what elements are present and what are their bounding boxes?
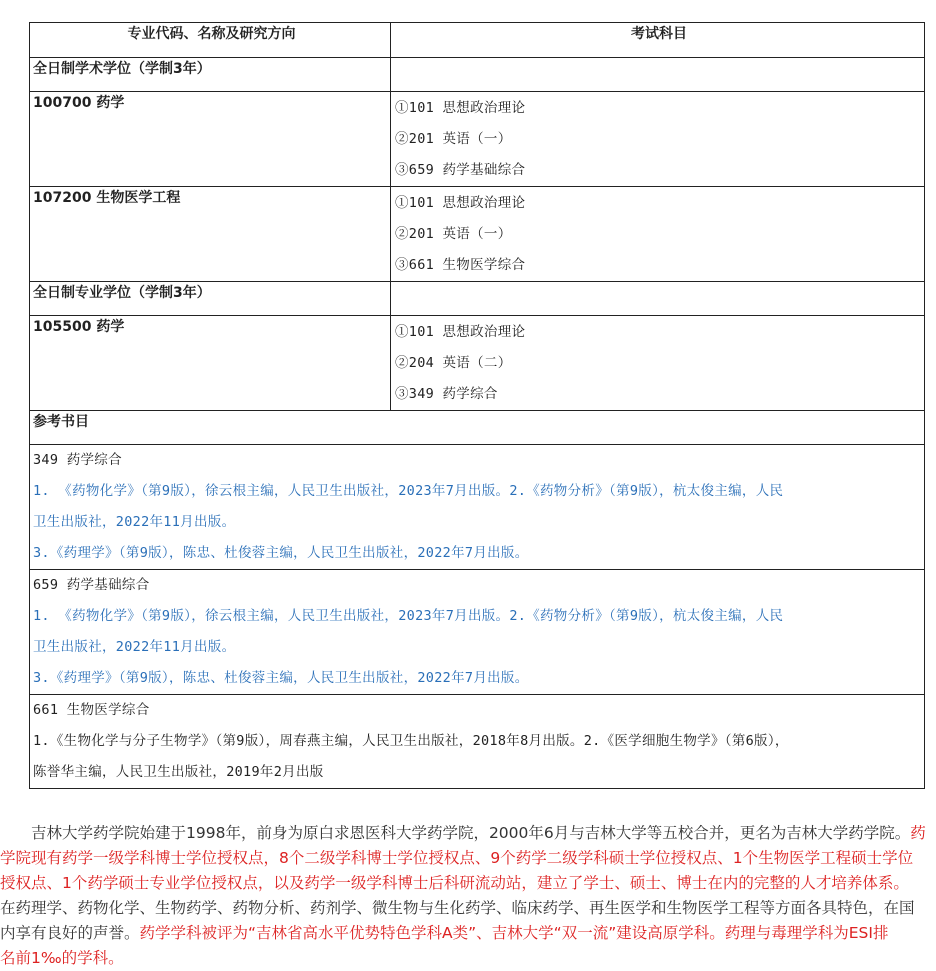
category-professional: 全日制专业学位（学制3年）	[30, 282, 391, 316]
header-subjects: 考试科目	[391, 23, 925, 58]
intro-highlight: 名前1‰的学科。	[0, 949, 124, 967]
subject-item: ②201 英语（一）	[395, 131, 512, 147]
subject-item: ③659 药学基础综合	[395, 162, 526, 178]
subject-item: ③349 药学综合	[395, 386, 498, 402]
subject-item: ②201 英语（一）	[395, 226, 512, 242]
reference-line: 1.《生物化学与分子生物学》（第9版），周春燕主编，人民卫生出版社，2018年8月出版。2.《医学细胞生物学》（第6版），	[33, 733, 789, 749]
subject-item: ①101 思想政治理论	[395, 195, 526, 211]
reference-line: 1. 《药物化学》（第9版），徐云根主编，人民卫生出版社，2023年7月出版。2.《药物分析》（第9版），杭太俊主编，人民	[33, 608, 784, 624]
reference-line: 3.《药理学》（第9版），陈忠、杜俊蓉主编，人民卫生出版社，2022年7月出版。	[33, 670, 529, 686]
intro-highlight: 药学学科被评为“吉林省高水平优势特色学科A类”、吉林大学“双一流”建设高原学科。药理与毒理学科为ESI排	[139, 924, 889, 942]
intro-highlight: 授权点、1个药学硕士专业学位授权点，以及药学一级学科博士后科研流动站，建立了学士、硕士、博士在内的完整的人才培养体系。	[0, 874, 909, 892]
reference-subject: 349 药学综合	[33, 452, 122, 468]
major-name: 100700 药学	[30, 92, 391, 187]
intro-text: 在药理学、药物化学、生物药学、药物分析、药剂学、微生物与生化药学、临床药学、再生医学和生物医学工程等方面各具特色，在国	[0, 899, 915, 917]
subject-item: ③661 生物医学综合	[395, 257, 526, 273]
intro-text: 吉林大学药学院始建于1998年，前身为原白求恩医科大学药学院，2000年6月与吉林大学等五校合并，更名为吉林大学药学院。	[0, 824, 911, 842]
subject-list	[391, 316, 925, 411]
reference-line: 3.《药理学》（第9版），陈忠、杜俊蓉主编，人民卫生出版社，2022年7月出版。	[33, 545, 529, 561]
references-title: 参考书目	[30, 411, 925, 445]
reference-block	[30, 570, 925, 695]
reference-block	[30, 695, 925, 789]
subject-item: ②204 英语（二）	[395, 355, 512, 371]
intro-text: 内享有良好的声誉。	[0, 924, 140, 942]
major-name: 105500 药学	[30, 316, 391, 411]
reference-subject: 659 药学基础综合	[33, 577, 150, 593]
reference-line: 卫生出版社，2022年11月出版。	[33, 639, 236, 655]
reference-subject: 661 生物医学综合	[33, 702, 150, 718]
header-major: 专业代码、名称及研究方向	[30, 23, 391, 58]
reference-line: 卫生出版社，2022年11月出版。	[33, 514, 236, 530]
subject-list	[391, 187, 925, 282]
subject-item: ①101 思想政治理论	[395, 100, 526, 116]
reference-block	[30, 445, 925, 570]
category-academic: 全日制学术学位（学制3年）	[30, 58, 391, 92]
major-name: 107200 生物医学工程	[30, 187, 391, 282]
reference-line: 陈誉华主编，人民卫生出版社，2019年2月出版	[33, 764, 324, 780]
intro-highlight: 学院现有药学一级学科博士学位授权点，8个二级学科博士学位授权点、9个药学二级学科硕士学位授权点、1个生物医学工程硕士学位	[0, 849, 914, 867]
reference-line: 1. 《药物化学》（第9版），徐云根主编，人民卫生出版社，2023年7月出版。2.《药物分析》（第9版），杭太俊主编，人民	[33, 483, 784, 499]
intro-highlight: 药	[910, 824, 926, 842]
exam-subjects-table	[29, 22, 925, 789]
subject-list	[391, 92, 925, 187]
school-introduction	[0, 821, 936, 971]
subject-item: ①101 思想政治理论	[395, 324, 526, 340]
